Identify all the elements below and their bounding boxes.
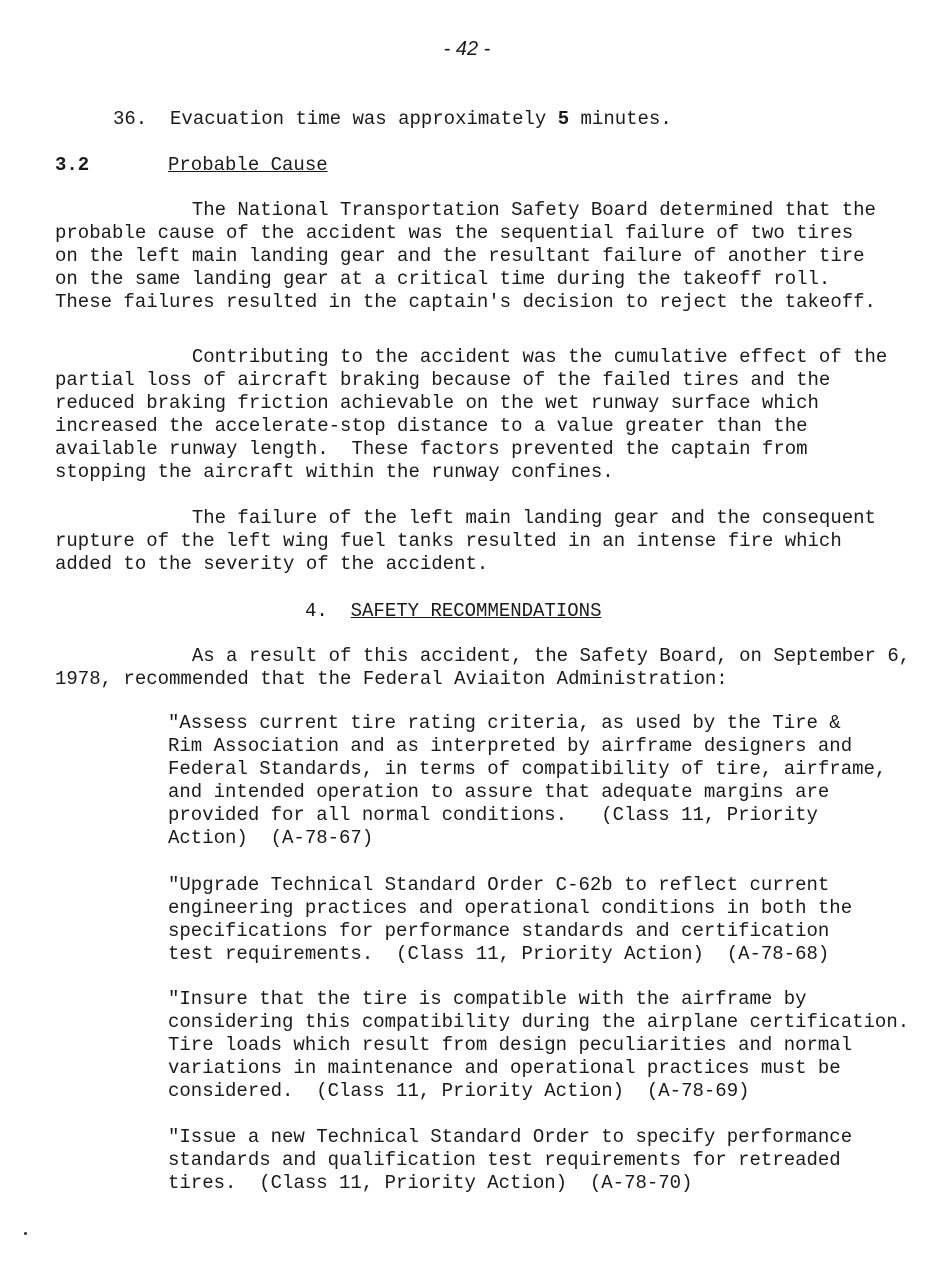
probable-cause-paragraph (55, 199, 895, 314)
recommendation-line: "Issue a new Technical Standard Order to specify performance (168, 1126, 853, 1148)
section-4-number: 4. (305, 600, 328, 622)
recommendation-line: considering this compatibility during the airplane certification. (168, 1011, 910, 1033)
paragraph-line: increased the accelerate-stop distance to a value greater than the (55, 415, 808, 437)
section-4-heading (305, 600, 601, 623)
recommendation-line: Tire loads which result from design peculiarities and normal (168, 1034, 853, 1056)
recommendation-line: Action) (A-78-67) (168, 827, 374, 849)
recommendation-line: specifications for performance standards and certification (168, 920, 830, 942)
paragraph-line: These failures resulted in the captain's decision to reject the takeoff. (55, 291, 876, 313)
item-36 (113, 108, 672, 131)
recommendation-line: Federal Standards, in terms of compatibility of tire, airframe, (168, 758, 887, 780)
paragraph-line: available runway length. These factors prevented the captain from (55, 438, 808, 460)
paragraph-line: The failure of the left main landing gear and the consequent (55, 507, 876, 529)
paragraph-line: Contributing to the accident was the cumulative effect of the (55, 346, 888, 368)
page-number: - 42 - (443, 38, 491, 60)
item-36-number: 36. (113, 108, 148, 130)
paragraph-line: stopping the aircraft within the runway confines. (55, 461, 614, 483)
recommendation-line: and intended operation to assure that adequate margins are (168, 781, 830, 803)
paragraph-line: 1978, recommended that the Federal Aviaiton Administration: (55, 668, 728, 690)
paragraph-line: reduced braking friction achievable on the wet runway surface which (55, 392, 819, 414)
recommendation-line: provided for all normal conditions. (Class 11, Priority (168, 804, 818, 826)
item-36-value: 5 (557, 108, 570, 130)
recommendation-line: engineering practices and operational conditions in both the (168, 897, 853, 919)
recommendation-a-78-67 (168, 712, 908, 850)
paragraph-line: probable cause of the accident was the sequential failure of two tires (55, 222, 854, 244)
recommendation-line: test requirements. (Class 11, Priority Action) (A-78-68) (168, 943, 830, 965)
failure-paragraph (55, 507, 895, 576)
recommendation-line: "Insure that the tire is compatible with the airframe by (168, 988, 807, 1010)
item-36-text: Evacuation time was approximately (170, 108, 558, 130)
paragraph-line: on the left main landing gear and the resultant failure of another tire (55, 245, 865, 267)
recommendation-line: standards and qualification test requirements for retreaded (168, 1149, 841, 1171)
section-3-2-number: 3.2 (55, 154, 90, 176)
recommendation-intro (55, 645, 911, 691)
paragraph-line: As a result of this accident, the Safety Board, on September 6, (55, 645, 911, 667)
recommendation-a-78-70 (168, 1126, 908, 1195)
recommendation-line: "Assess current tire rating criteria, as used by the Tire & (168, 712, 841, 734)
recommendation-line: considered. (Class 11, Priority Action) (A-78-69) (168, 1080, 750, 1102)
recommendation-a-78-68 (168, 874, 908, 966)
paragraph-line: rupture of the left wing fuel tanks resulted in an intense fire which (55, 530, 842, 552)
paragraph-line: on the same landing gear at a critical time during the takeoff roll. (55, 268, 831, 290)
recommendation-line: tires. (Class 11, Priority Action) (A-78-70) (168, 1172, 693, 1194)
section-4-title: SAFETY RECOMMENDATIONS (350, 600, 602, 622)
recommendation-line: variations in maintenance and operational practices must be (168, 1057, 841, 1079)
section-3-2-title: Probable Cause (168, 154, 328, 176)
scan-speck (24, 1232, 27, 1235)
recommendation-a-78-69 (168, 988, 908, 1103)
paragraph-line: added to the severity of the accident. (55, 553, 489, 575)
paragraph-line: The National Transportation Safety Board determined that the (55, 199, 876, 221)
recommendation-line: Rim Association and as interpreted by airframe designers and (168, 735, 853, 757)
item-36-text-end: minutes. (569, 108, 672, 130)
recommendation-line: "Upgrade Technical Standard Order C-62b to reflect current (168, 874, 830, 896)
paragraph-line: partial loss of aircraft braking because of the failed tires and the (55, 369, 831, 391)
contributing-paragraph (55, 346, 895, 484)
